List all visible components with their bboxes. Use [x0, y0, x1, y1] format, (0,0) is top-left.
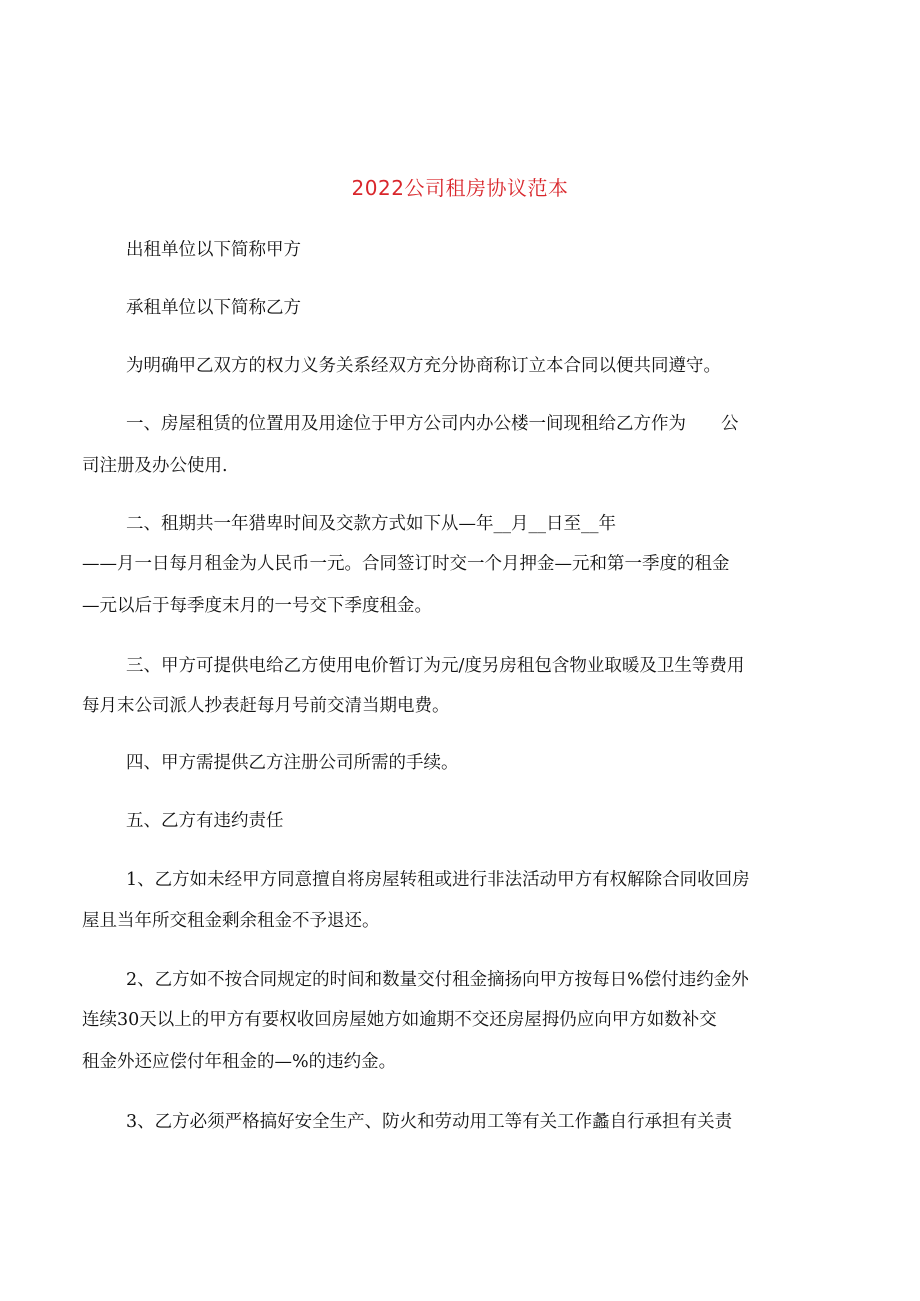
- paragraph-line: 连续30天以上的甲方有要权收回房屋她方如逾期不交还房屋拇仍应向甲方如数补交: [82, 1010, 717, 1030]
- paragraph-line: 承租单位以下简称乙方: [126, 298, 301, 318]
- paragraph-line: —元以后于每季度末月的一号交下季度租金。: [82, 596, 432, 616]
- paragraph-line: 三、甲方可提供电给乙方使用电价暂订为元/度另房租包含物业取暖及卫生等费用: [126, 656, 745, 676]
- paragraph-line: 出租单位以下简称甲方: [126, 240, 301, 260]
- paragraph-line: 司注册及办公使用.: [82, 456, 228, 476]
- paragraph-line: 3、乙方必须严格搞好安全生产、防火和劳动用工等有关工作蠡自行承担有关责: [126, 1112, 733, 1132]
- document-title: 2022公司租房协议范本: [351, 176, 569, 200]
- paragraph-line: ——月一日每月租金为人民币一元。合同签订时交一个月押金—元和第一季度的租金: [82, 554, 730, 574]
- paragraph-line: 二、租期共一年猎卑时间及交款方式如下从—年__月__日至__年: [126, 514, 616, 534]
- paragraph-line: 2、乙方如不按合同规定的时间和数量交付租金摘扬向甲方按每日%偿付违约金外: [126, 970, 749, 990]
- paragraph-line: 为明确甲乙双方的权力义务关系经双方充分协商称订立本合同以便共同遵守。: [126, 356, 721, 376]
- paragraph-line: 1、乙方如未经甲方同意擅自将房屋转租或进行非法活动甲方有权解除合同收回房: [126, 870, 750, 890]
- paragraph-line: 每月末公司派人抄表赶每月号前交清当期电费。: [82, 696, 450, 716]
- paragraph-line: 一、房屋租赁的位置用及用途位于甲方公司内办公楼一间现租给乙方作为 公: [126, 414, 739, 434]
- paragraph-line: 四、甲方需提供乙方注册公司所需的手续。: [126, 753, 459, 773]
- paragraph-line: 五、乙方有违约责任: [126, 811, 284, 831]
- paragraph-line: 屋且当年所交租金剩余租金不予退还。: [82, 911, 380, 931]
- paragraph-line: 租金外还应偿付年租金的—%的违约金。: [82, 1052, 397, 1072]
